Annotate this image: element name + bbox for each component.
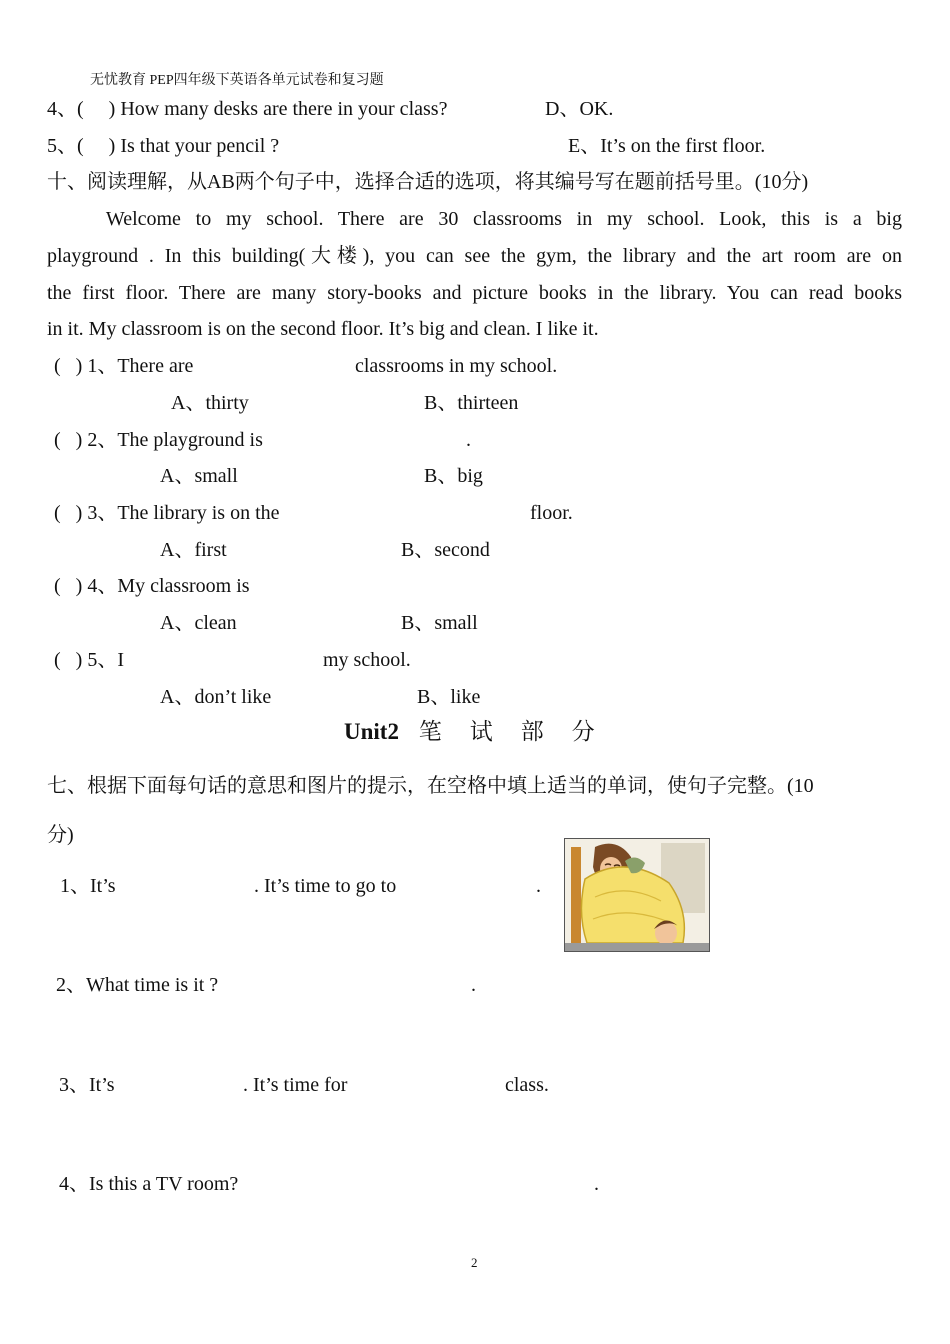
reading-q1-option-a: A、thirty <box>171 392 249 414</box>
fill-item-1-middle: . It’s time to go to <box>254 875 397 897</box>
fill-item-4-end: . <box>594 1173 599 1195</box>
sleeping-child-image <box>565 839 709 951</box>
fill-item-4-start: 4、Is this a TV room? <box>59 1173 239 1195</box>
unit2-heading-label: Unit2 <box>344 719 399 744</box>
reading-q1-option-b: B、thirteen <box>424 392 519 414</box>
question-4: 4、( ) How many desks are there in your class? <box>47 98 448 120</box>
page-number: 2 <box>471 1255 478 1270</box>
page-header: 无忧教育 PEP四年级下英语各单元试卷和复习题 <box>90 73 384 88</box>
reading-q2-tail: . <box>466 429 471 451</box>
passage-line-4: in it. My classroom is on the second floor. It’s big and clean. I like it. <box>47 318 599 340</box>
fill-item-1-end: . <box>536 875 541 897</box>
option-e: E、It’s on the first floor. <box>568 135 766 157</box>
passage-line-2: playground . In this building(大楼), you can see the gym, the library and the art room are on <box>47 245 902 267</box>
reading-q4-option-b: B、small <box>401 612 478 634</box>
reading-q2-stem: ( ) 2、The playground is <box>54 429 263 451</box>
fill-item-1-start: 1、It’s <box>60 875 116 897</box>
passage-line-3: the first floor. There are many story-books and picture books in the library. You can read books <box>47 282 902 304</box>
unit2-instruction-cont: 分) <box>47 824 74 846</box>
fill-item-2-start: 2、What time is it ? <box>56 974 219 996</box>
reading-q5-stem: ( ) 5、I <box>54 649 124 671</box>
fill-item-3-end: class. <box>505 1074 549 1096</box>
reading-q3-option-a: A、first <box>160 539 227 561</box>
reading-q1-tail: classrooms in my school. <box>355 355 558 377</box>
reading-instruction: 十、阅读理解，从AB两个句子中，选择合适的选项，将其编号写在题前括号里。(10分) <box>47 171 809 193</box>
reading-q2-option-a: A、small <box>160 465 238 487</box>
bedtime-illustration <box>564 838 710 952</box>
fill-item-3-middle: . It’s time for <box>243 1074 348 1096</box>
unit2-heading <box>344 720 623 744</box>
reading-q3-stem: ( ) 3、The library is on the <box>54 502 280 524</box>
fill-item-2-end: . <box>471 974 476 996</box>
reading-q3-tail: floor. <box>530 502 573 524</box>
fill-item-3-start: 3、It’s <box>59 1074 115 1096</box>
passage-line-1: Welcome to my school. There are 30 classrooms in my school. Look, this is a big <box>47 208 902 230</box>
reading-q3-option-b: B、second <box>401 539 490 561</box>
reading-q1-stem: ( ) 1、There are <box>54 355 194 377</box>
reading-q4-option-a: A、clean <box>160 612 237 634</box>
reading-q2-option-b: B、big <box>424 465 483 487</box>
reading-q5-option-b: B、like <box>417 686 481 708</box>
reading-q5-tail: my school. <box>323 649 411 671</box>
unit2-instruction: 七、根据下面每句话的意思和图片的提示，在空格中填上适当的单词，使句子完整。(10 <box>47 775 814 797</box>
reading-q4-stem: ( ) 4、My classroom is <box>54 575 250 597</box>
reading-q5-option-a: A、don’t like <box>160 686 272 708</box>
option-d: D、OK. <box>545 98 614 120</box>
unit2-heading-subtitle: 笔试部分 <box>418 719 623 744</box>
question-5: 5、( ) Is that your pencil ? <box>47 135 280 157</box>
